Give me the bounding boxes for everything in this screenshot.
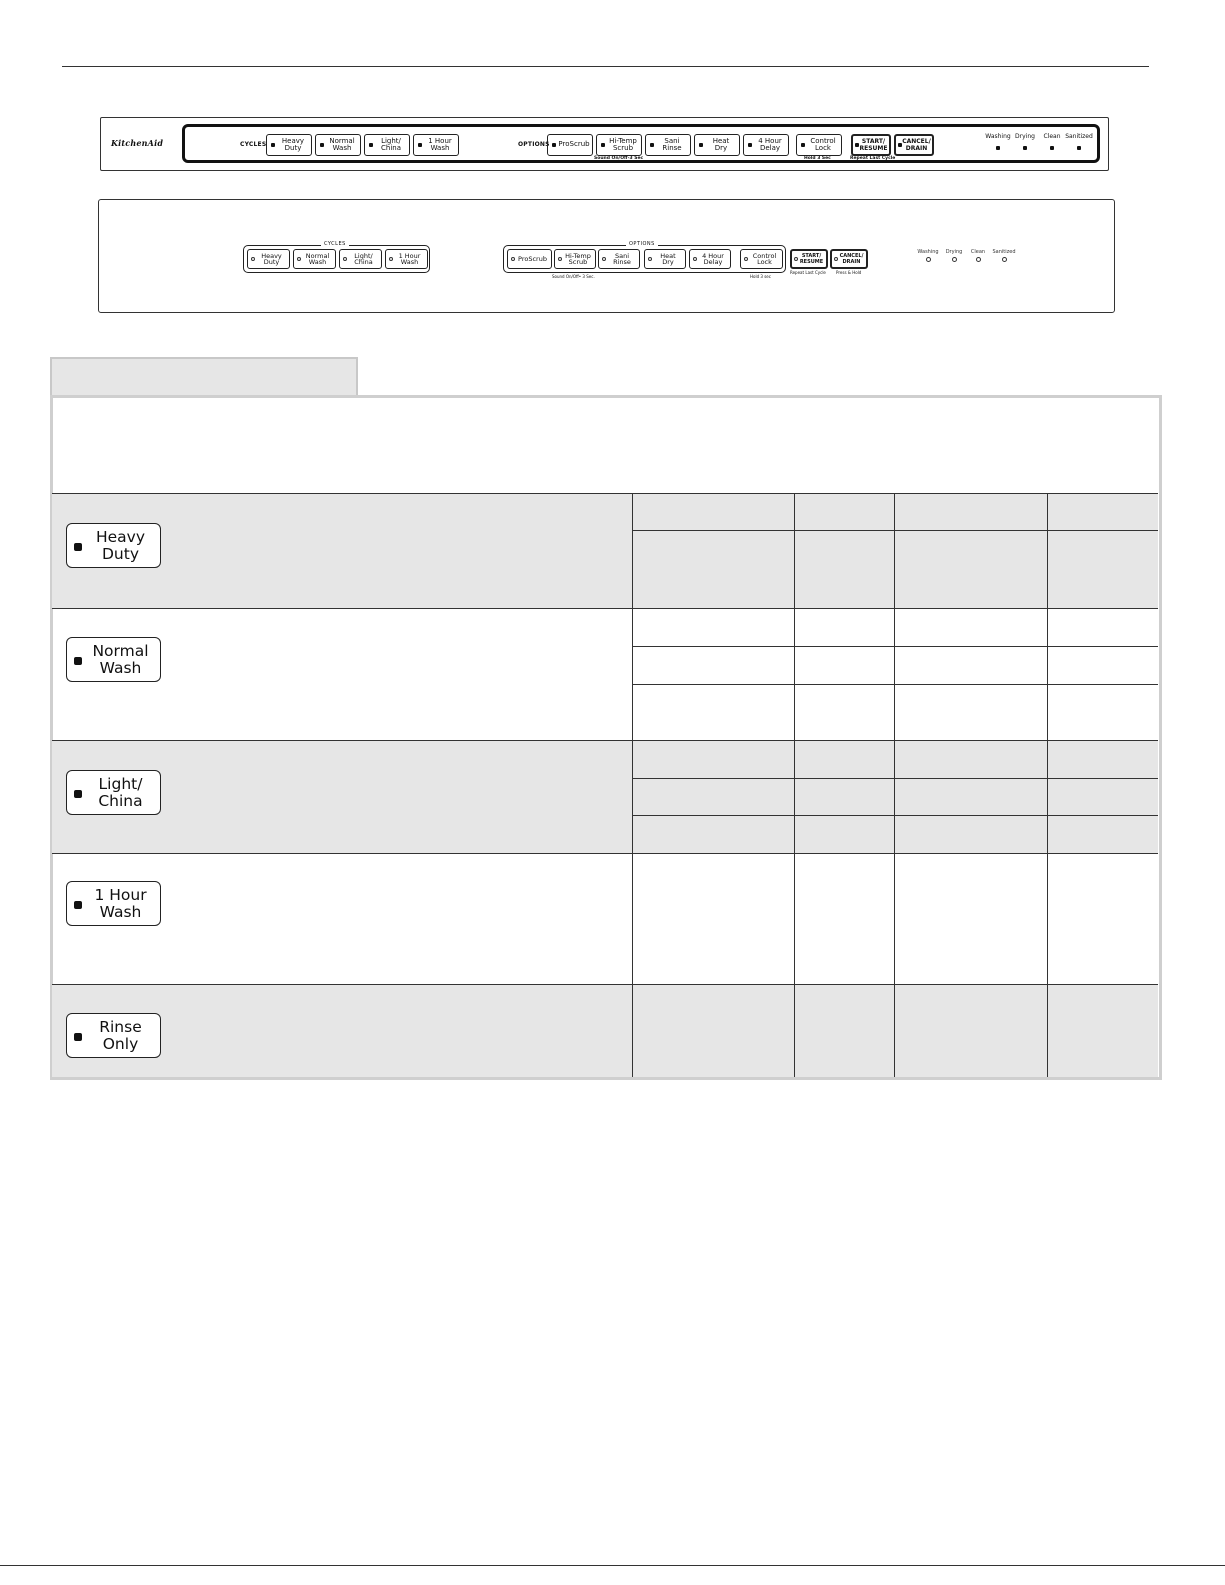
options-group-title: OPTIONS — [626, 241, 658, 247]
panel1-4-hour-delay-button[interactable]: 4 Hour Delay — [743, 134, 789, 156]
top-rule — [62, 66, 1149, 67]
led-indicator — [648, 257, 652, 261]
table-tab-header — [50, 357, 358, 397]
table-rule — [632, 778, 1158, 779]
panel2-light-china-button[interactable]: Light/ China — [339, 249, 382, 269]
led-indicator — [693, 257, 697, 261]
led-indicator — [650, 143, 654, 147]
led-indicator — [418, 143, 422, 147]
panel2-1-hour-wash-button[interactable]: 1 Hour Wash — [385, 249, 428, 269]
led-indicator — [74, 790, 82, 798]
led-indicator — [511, 257, 515, 261]
table-rule — [632, 815, 1158, 816]
led-indicator — [602, 257, 606, 261]
light-china-cycle-button[interactable]: Light/ China — [66, 770, 161, 815]
led-indicator — [601, 143, 605, 147]
led-indicator — [271, 143, 275, 147]
led-indicator — [748, 143, 752, 147]
rinse-only-cycle-button[interactable]: Rinse Only — [66, 1013, 161, 1058]
table-row-heavy-duty — [52, 493, 1158, 608]
panel2-control-lock-button[interactable]: Control Lock — [740, 249, 783, 269]
table-rule — [52, 493, 1158, 494]
led-indicator — [744, 257, 748, 261]
led-indicator — [74, 1033, 82, 1041]
table-rule — [632, 530, 1158, 531]
panel1-sani-rinse-button[interactable]: Sani Rinse — [645, 134, 691, 156]
brand-logo: KitchenAid — [111, 138, 164, 148]
table-rule — [52, 608, 1158, 609]
table-rule — [632, 646, 1158, 647]
panel2-4-hour-delay-button[interactable]: 4 Hour Delay — [689, 249, 731, 269]
panel1-1-hour-wash-button[interactable]: 1 Hour Wash — [413, 134, 459, 156]
led-indicator — [855, 143, 859, 147]
control-panel-illustration-2 — [98, 199, 1115, 313]
hold-3-sec-note: Hold 3 sec — [750, 274, 771, 279]
clean-status-light — [976, 257, 981, 262]
table-row-rinse-only — [52, 984, 1158, 1077]
led-indicator — [552, 143, 556, 147]
cycles-group-title: CYCLES — [321, 241, 349, 247]
sanitized-status-label: Sanitized — [1065, 133, 1093, 140]
sound-on-off-note: Sound On/Off-3 Sec — [594, 156, 644, 161]
table-column-rule — [1047, 493, 1048, 1077]
panel1-heavy-duty-button[interactable]: Heavy Duty — [266, 134, 312, 156]
drying-status-light — [952, 257, 957, 262]
clean-status-label: Clean — [1043, 133, 1061, 140]
led-indicator — [369, 143, 373, 147]
sanitized-status-light — [1002, 257, 1007, 262]
led-indicator — [74, 901, 82, 909]
panel1-start-resume-button[interactable]: START/ RESUME — [851, 134, 891, 156]
press-and-hold-note: Press & Hold — [836, 270, 862, 275]
panel2-start-resume-button[interactable]: START/ RESUME — [790, 249, 828, 269]
led-indicator — [699, 143, 703, 147]
washing-status-label: Washing — [985, 133, 1011, 140]
led-indicator — [834, 257, 838, 261]
panel2-cancel-drain-button[interactable]: CANCEL/ DRAIN — [830, 249, 868, 269]
drying-status-label: Drying — [945, 249, 963, 255]
drying-status-label: Drying — [1015, 133, 1035, 140]
panel2-normal-wash-button[interactable]: Normal Wash — [293, 249, 336, 269]
control-panel-illustration-1 — [100, 117, 1109, 171]
panel1-light-china-button[interactable]: Light/ China — [364, 134, 410, 156]
led-indicator — [74, 543, 82, 551]
panel2-heavy-duty-button[interactable]: Heavy Duty — [247, 249, 290, 269]
led-indicator — [389, 257, 393, 261]
panel2-sani-rinse-button[interactable]: Sani Rinse — [598, 249, 640, 269]
panel1-hi-temp-scrub-button[interactable]: Hi-Temp Scrub — [596, 134, 642, 156]
table-rule — [52, 984, 1158, 985]
cycles-label: CYCLES — [240, 141, 267, 148]
sanitized-status-light — [1077, 146, 1081, 150]
normal-wash-cycle-button[interactable]: Normal Wash — [66, 637, 161, 682]
washing-status-light — [926, 257, 931, 262]
sanitized-status-label: Sanitized — [992, 249, 1016, 255]
drying-status-light — [1023, 146, 1027, 150]
washing-status-label: Washing — [917, 249, 939, 255]
panel2-proscrub-button[interactable]: ProScrub — [507, 249, 552, 269]
hold-3-sec-note: Hold 3 Sec — [804, 156, 831, 161]
panel1-button-frame — [182, 124, 1100, 163]
repeat-last-cycle-note: Repeat Last Cycle — [850, 156, 896, 161]
panel1-heat-dry-button[interactable]: Heat Dry — [694, 134, 740, 156]
sound-on-off-note: Sound On/Off• 3 Sec. — [552, 274, 595, 279]
panel1-control-lock-button[interactable]: Control Lock — [796, 134, 842, 156]
table-column-rule — [894, 493, 895, 1077]
panel2-heat-dry-button[interactable]: Heat Dry — [644, 249, 686, 269]
led-indicator — [898, 143, 902, 147]
1-hour-wash-cycle-button[interactable]: 1 Hour Wash — [66, 881, 161, 926]
clean-status-label: Clean — [970, 249, 986, 255]
led-indicator — [794, 257, 798, 261]
table-column-rule — [794, 493, 795, 1077]
washing-status-light — [996, 146, 1000, 150]
clean-status-light — [1050, 146, 1054, 150]
options-label: OPTIONS — [518, 141, 550, 148]
table-rule — [52, 740, 1158, 741]
led-indicator — [801, 143, 805, 147]
table-column-rule — [632, 493, 633, 1077]
led-indicator — [343, 257, 347, 261]
panel1-proscrub-button[interactable]: ProScrub — [547, 134, 593, 156]
panel2-hi-temp-scrub-button[interactable]: Hi-Temp Scrub — [554, 249, 596, 269]
led-indicator — [251, 257, 255, 261]
heavy-duty-cycle-button[interactable]: Heavy Duty — [66, 523, 161, 568]
panel1-cancel-drain-button[interactable]: CANCEL/ DRAIN — [894, 134, 934, 156]
led-indicator — [558, 257, 562, 261]
table-row-normal-wash — [52, 608, 1158, 740]
led-indicator — [320, 143, 324, 147]
led-indicator — [74, 657, 82, 665]
led-indicator — [297, 257, 301, 261]
bottom-rule — [0, 1565, 1225, 1566]
table-row-1-hour-wash — [52, 853, 1158, 984]
table-rule — [632, 684, 1158, 685]
repeat-last-cycle-note: Repeat Last Cycle — [790, 270, 826, 275]
panel1-normal-wash-button[interactable]: Normal Wash — [315, 134, 361, 156]
table-row-light-china — [52, 740, 1158, 853]
table-rule — [52, 853, 1158, 854]
